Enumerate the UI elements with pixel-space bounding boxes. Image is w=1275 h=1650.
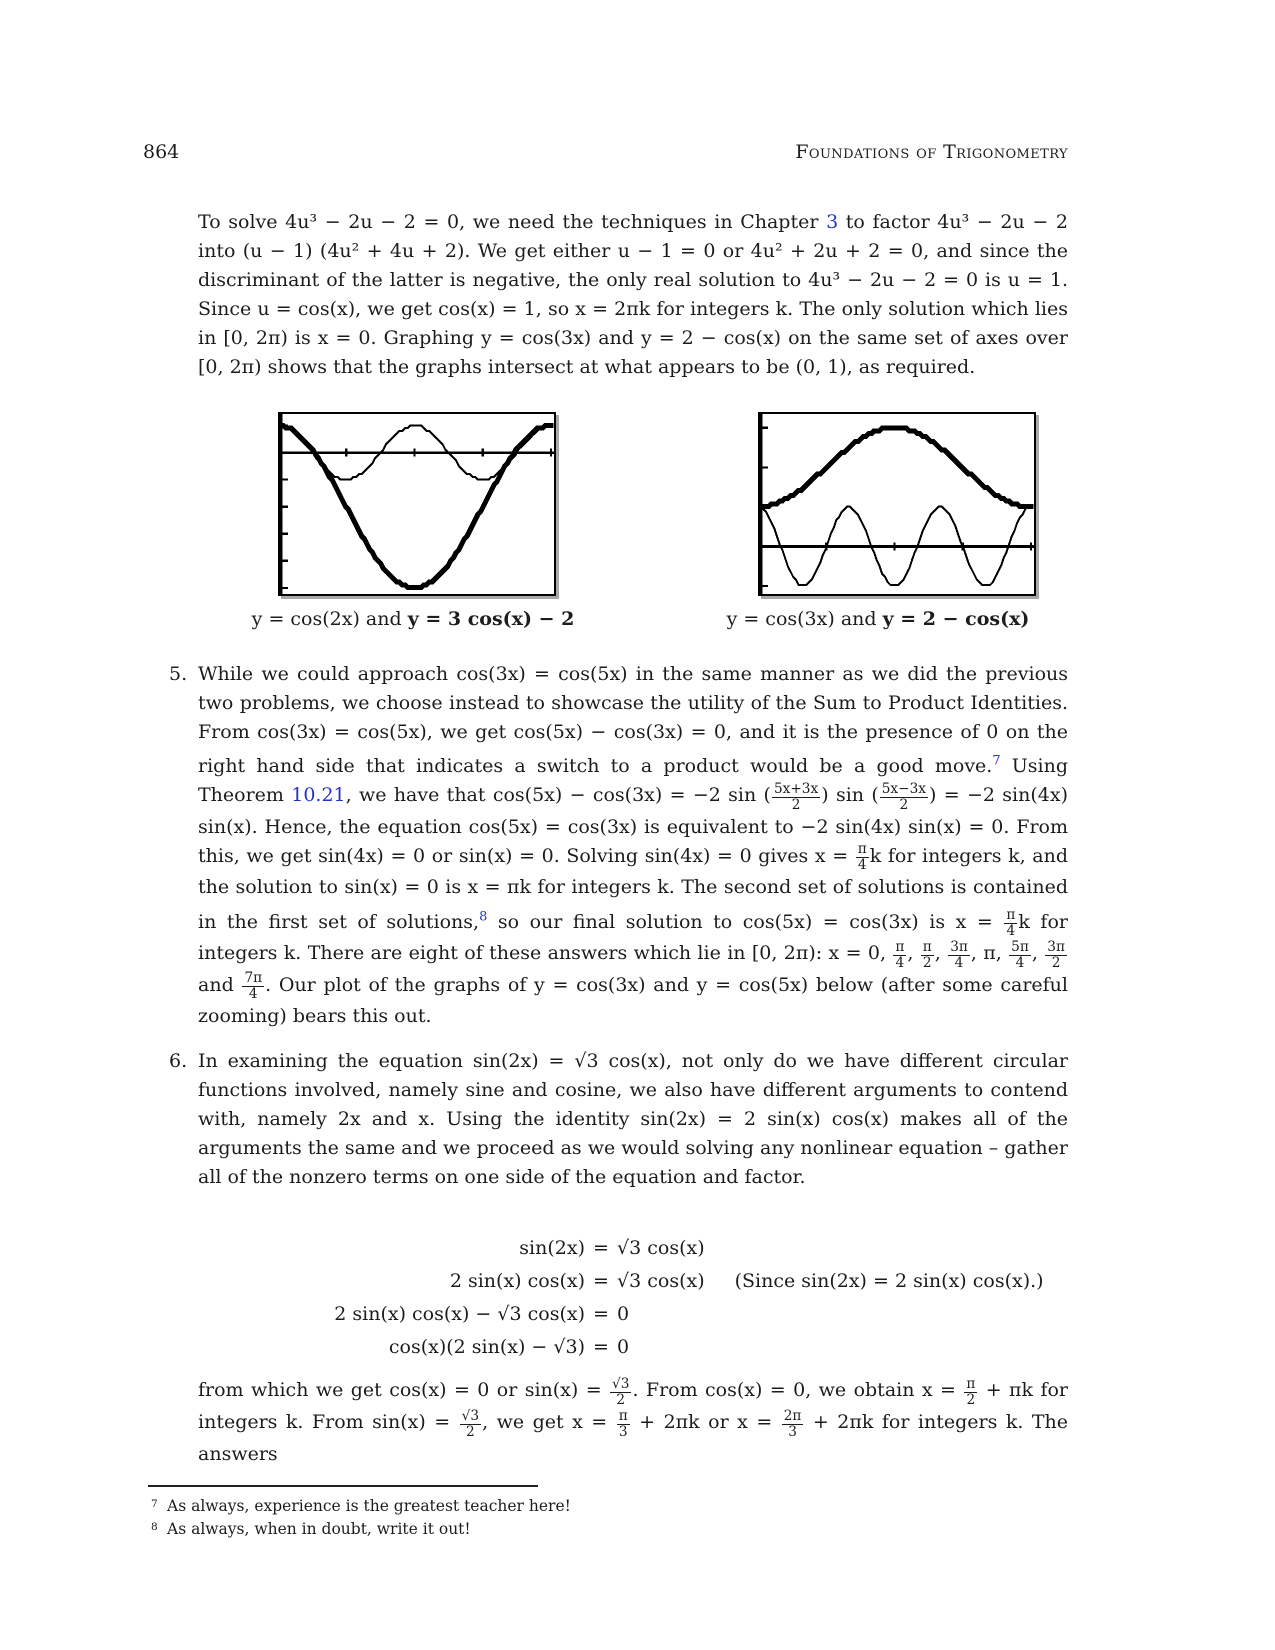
- equation-lhs: cos(x)(2 sin(x) − √3): [388, 1336, 585, 1359]
- inline-fraction: $\frac{5\pi}{4}$: [1011, 938, 1029, 971]
- text-run: y = 3 cos(x) − 2: [407, 608, 575, 630]
- ti-plot-right: [758, 412, 1036, 596]
- text-run: and: [834, 608, 883, 630]
- item-number-5: 5.: [169, 663, 188, 685]
- equation-note: (Since sin(2x) = 2 sin(x) cos(x).): [734, 1270, 1044, 1293]
- page-number: 864: [143, 141, 180, 163]
- footnote-reference-link[interactable]: 8: [479, 909, 488, 925]
- equation-rhs: 0: [617, 1303, 630, 1326]
- text-run: In examining the equation sin(2x) = √3 cos(x), not only do we have different circular functions involved, namely sine and cosine, we also have different arguments to contend with, namely 2x and x. Using the identity sin(2x) = 2 sin(x) cos(x) makes all of the arguments the same and we proceed as we would solving any nonlinear equation – gather all of the nonzero terms on one side of the equation and factor.: [198, 1050, 1068, 1189]
- curve: [278, 426, 553, 588]
- text-run: y = cos(2x): [251, 608, 360, 630]
- footnote-8-mark: 8: [151, 1520, 158, 1533]
- text-run: , we get x =: [482, 1411, 616, 1434]
- text-run: k for integers k. There are eight of these answers which lie in [0, 2π): x = 0,: [198, 910, 1068, 965]
- text-run: , we have that cos(5x) − cos(3x) = −2 sin (: [345, 784, 771, 807]
- footnote-rule: [148, 1485, 538, 1487]
- equation-rhs-value: √3 cos(x): [617, 1270, 705, 1293]
- item-6-text: [198, 1050, 1068, 1188]
- text-run: ,: [1031, 942, 1045, 965]
- text-run: y = cos(3x): [726, 608, 835, 630]
- text-run: Using Theorem: [198, 755, 1068, 807]
- text-run: ) sin (: [821, 784, 879, 807]
- intro-paragraph: [143, 208, 1068, 382]
- text-run: ,: [934, 942, 948, 965]
- text-run: y = 2 − cos(x): [882, 608, 1030, 630]
- equation-lhs: 2 sin(x) cos(x): [449, 1270, 585, 1293]
- inline-fraction: $\frac{\pi}{4}$: [1006, 907, 1016, 940]
- cross-reference-link[interactable]: 10.21: [291, 784, 346, 807]
- inline-fraction: $\frac{\pi}{4}$: [895, 938, 905, 971]
- plot-border: [759, 413, 1035, 595]
- figure-caption-left: [198, 608, 628, 630]
- ti-plot-left: [278, 412, 556, 596]
- curve: [758, 428, 1033, 506]
- text-run: While we could approach cos(3x) = cos(5x) in the same manner as we did the previous two problems, we choose instead to showcase the utility of the Sum to Product Identities. From cos(3x) = cos(5x), we get cos(5x) − cos(3x) = 0, and it is the presence of 0 on the right hand side that indicates a switch to a product would be a good move.: [198, 663, 1068, 778]
- list-item-5: [143, 660, 1068, 1031]
- footnote-8-text: As always, when in doubt, write it out!: [167, 1519, 471, 1538]
- text-run: k for integers k, and the solution to sin(x) = 0 is x = πk for integers k. The second set of solutions is contained in the first set of solutions,: [198, 844, 1069, 933]
- footnote-7-text: As always, experience is the greatest teacher here!: [167, 1496, 571, 1515]
- text-run: and: [198, 973, 242, 996]
- running-header: Foundations of Trigonometry: [795, 141, 1068, 163]
- item-5-text: [198, 663, 1068, 1027]
- footnote-7: [143, 1495, 1068, 1518]
- cross-reference-link[interactable]: 3: [826, 211, 839, 233]
- text-run: ,: [907, 942, 920, 965]
- text-run: To solve 4u³ − 2u − 2 = 0, we need the techniques in Chapter: [198, 211, 827, 233]
- inline-fraction: $\frac{\pi}{3}$: [618, 1407, 628, 1440]
- inline-fraction: $\frac{\pi}{4}$: [857, 841, 867, 874]
- equation-block: [143, 1232, 1068, 1364]
- equation-row-3: [143, 1298, 1068, 1331]
- equation-lhs: sin(2x): [519, 1237, 585, 1260]
- text-run: from which we get cos(x) = 0 or sin(x) =: [198, 1379, 610, 1402]
- figures-row: [143, 412, 1068, 640]
- inline-fraction: $\frac{√3}{2}$: [612, 1375, 630, 1408]
- page-header: [143, 140, 1068, 164]
- closing-paragraph: [143, 1376, 1068, 1468]
- equals-sign: =: [593, 1270, 609, 1293]
- page-content: [143, 140, 1068, 1541]
- equals-sign: =: [593, 1237, 609, 1260]
- inline-fraction: $\frac{√3}{2}$: [461, 1407, 480, 1440]
- equation-lhs: 2 sin(x) cos(x) − √3 cos(x): [334, 1303, 585, 1326]
- footnote-reference-link[interactable]: 7: [992, 754, 1001, 769]
- equals-sign: =: [593, 1303, 609, 1326]
- inline-fraction: $\frac{2\pi}{3}$: [783, 1407, 802, 1440]
- text-run: . Our plot of the graphs of y = cos(3x) and y = cos(5x) below (after some careful zooming) bears this out.: [198, 973, 1068, 1028]
- inline-fraction: $\frac{3\pi}{2}$: [1047, 938, 1065, 971]
- equation-row-2: [143, 1265, 1068, 1298]
- footnote-8: [143, 1518, 1068, 1541]
- inline-fraction: $\frac{7\pi}{4}$: [244, 970, 263, 1003]
- footnotes: [143, 1495, 1068, 1541]
- inline-fraction: $\frac{5x+3x}{2}$: [773, 780, 819, 813]
- list-item-6: [143, 1047, 1068, 1192]
- inline-fraction: $\frac{\pi}{2}$: [966, 1375, 976, 1408]
- text-run: ) = −2 sin(4x) sin(x). Hence, the equation cos(5x) = cos(3x) is equivalent to −2 sin(4x) sin(x) = 0. From this, we get sin(4x) = 0 or sin(x) = 0. Solving sin(4x) = 0 gives x =: [198, 784, 1068, 867]
- equation-rhs: [617, 1265, 1068, 1298]
- equation-row-1: [143, 1232, 1068, 1265]
- item-number-6: 6.: [169, 1050, 188, 1073]
- text-run: + πk for integers k. From sin(x) =: [198, 1379, 1068, 1434]
- inline-fraction: $\frac{\pi}{2}$: [922, 938, 932, 971]
- figure-caption-right: [663, 608, 1093, 630]
- equation-row-4: [143, 1331, 1068, 1364]
- text-run: , π,: [970, 942, 1009, 965]
- equation-rhs: 0: [617, 1336, 630, 1359]
- text-run: so our final solution to cos(5x) = cos(3x) is x =: [487, 910, 1004, 933]
- inline-fraction: $\frac{5x-3x}{2}$: [881, 780, 927, 813]
- plot-border: [279, 413, 555, 595]
- footnote-7-mark: 7: [151, 1497, 158, 1510]
- equation-rhs: √3 cos(x): [617, 1237, 705, 1260]
- text-run: + 2πk for integers k. The answers: [198, 1411, 1068, 1465]
- text-run: . From cos(x) = 0, we obtain x =: [632, 1379, 964, 1402]
- text-run: to factor 4u³ − 2u − 2 into (u − 1) (4u² + 4u + 2). We get either u − 1 = 0 or 4u² + 2u + 2 = 0, and since the discriminant of the latter is negative, the only real solution to 4u³ − 2u − 2 = 0 is u = 1. Since u = cos(x), we get cos(x) = 1, so x = 2πk for integers k. The only solution which lies in [0, 2π) is x = 0. Graphing y = cos(3x) and y = 2 − cos(x) on the same set of axes over [0, 2π) shows that the graphs intersect at what appears to be (0, 1), as required.: [198, 211, 1068, 378]
- inline-fraction: $\frac{3\pi}{4}$: [950, 938, 968, 971]
- text-run: and: [359, 608, 408, 630]
- equals-sign: =: [593, 1336, 609, 1359]
- text-run: + 2πk or x =: [630, 1411, 781, 1434]
